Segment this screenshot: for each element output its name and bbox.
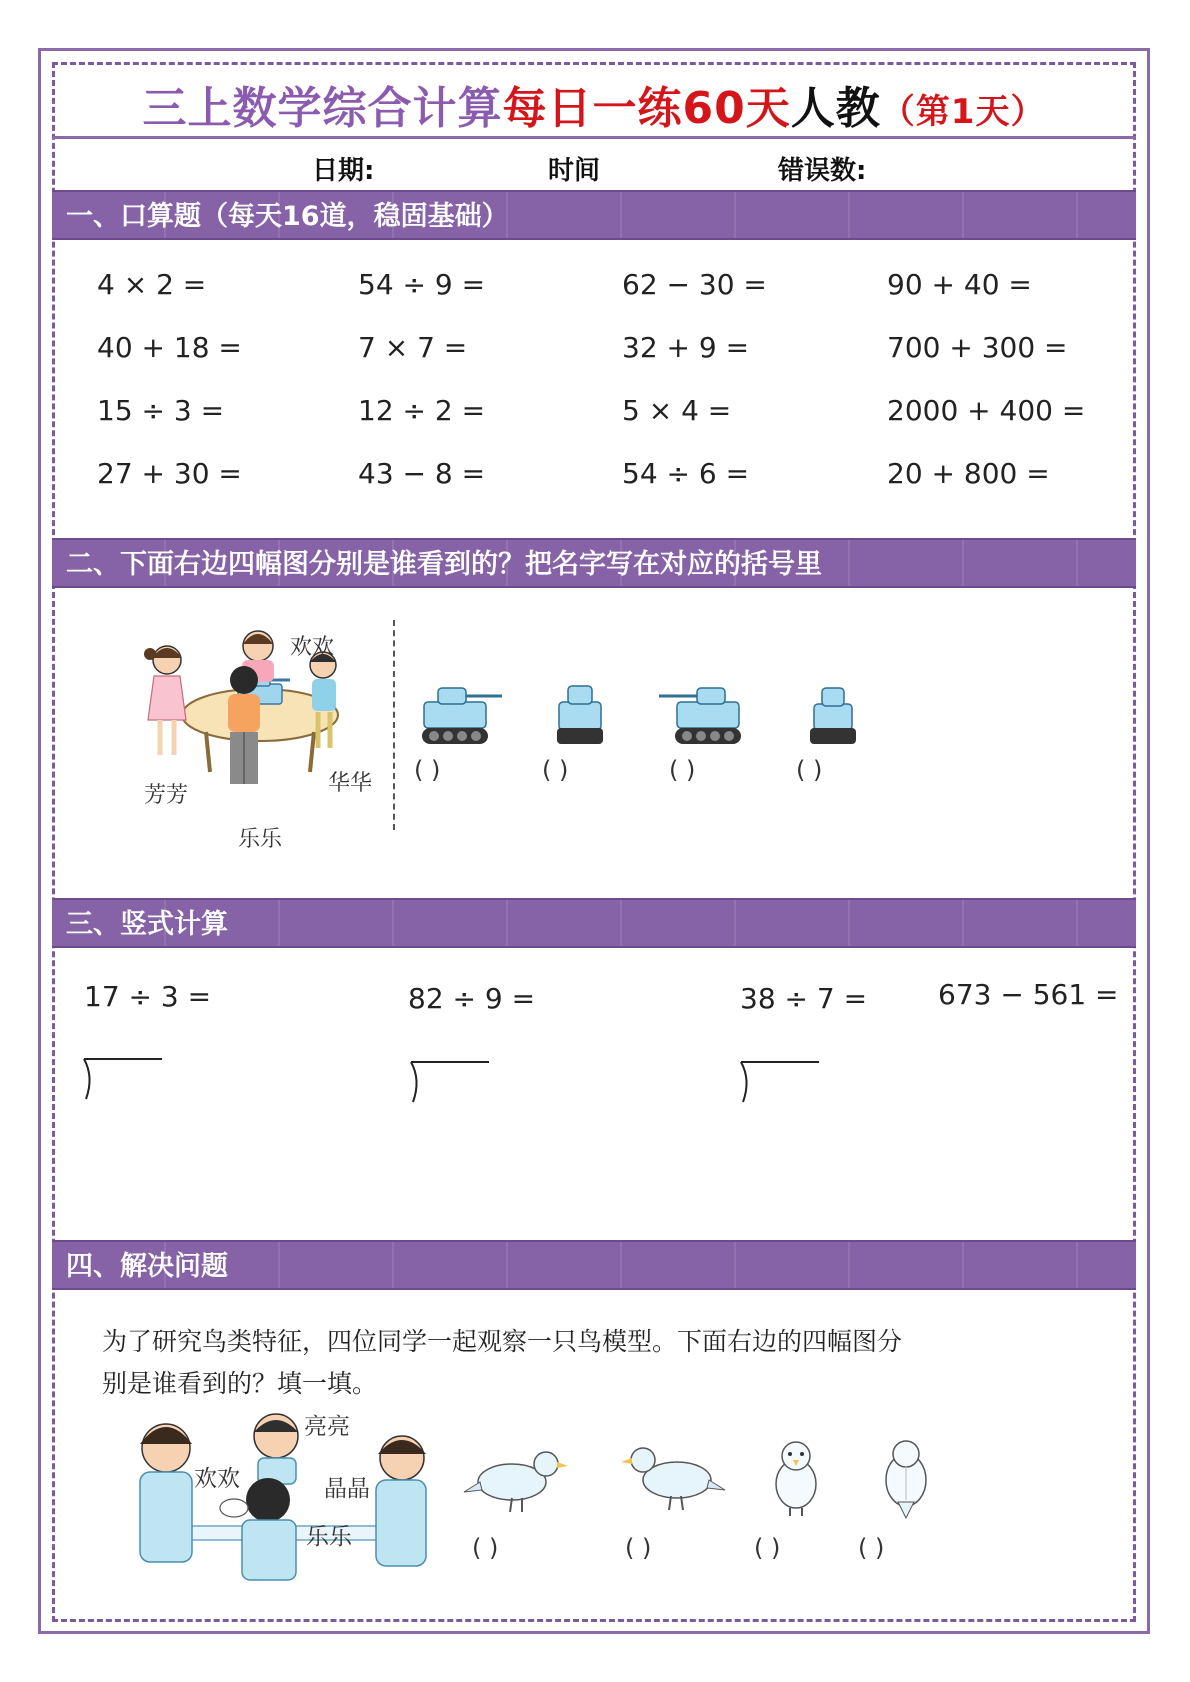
section2-heading: 二、下面右边四幅图分别是谁看到的？把名字写在对应的括号里 [52,538,1136,588]
time-label: 时间 [548,156,601,186]
page-title [52,72,1136,136]
oral-problem: 2000 + 400 = [887,394,1086,427]
problem-text-line-2: 别是谁看到的？填一填。 [102,1369,378,1398]
answer-blank[interactable]: ( ) [858,1534,885,1562]
name-huanhuan: 欢欢 [290,635,335,660]
vertical-problem: 673 − 561 = [938,978,1119,1011]
answer-blank[interactable]: ( ) [414,756,441,784]
bird-back-view [876,1436,936,1520]
name-lele: 乐乐 [238,827,283,852]
title-part-1: 三上数学综合计算 [142,83,503,134]
section3-heading: 三、竖式计算 [52,898,1136,948]
oral-problem: 90 + 40 = [887,268,1032,301]
vertical-problem: 17 ÷ 3 = [84,980,212,1013]
tank-back-view [806,680,866,750]
answer-blank[interactable]: ( ) [754,1534,781,1562]
bird-side-view-right [462,1440,572,1520]
scene-divider [393,620,395,830]
answer-blank[interactable]: ( ) [472,1534,499,1562]
oral-problem: 27 + 30 = [97,457,242,490]
bird-front-view [766,1436,826,1520]
oral-problem: 7 × 7 = [358,331,468,364]
section4-heading: 四、解决问题 [52,1240,1136,1290]
answer-blank[interactable]: ( ) [625,1534,652,1562]
oral-problem: 54 ÷ 6 = [622,457,750,490]
name-liangliang: 亮亮 [304,1414,350,1440]
name-lele-2: 乐乐 [306,1524,352,1550]
name-huahua: 华华 [328,771,373,796]
answer-blank[interactable]: ( ) [669,756,696,784]
errors-label: 错误数: [778,156,867,186]
answer-blank[interactable]: ( ) [796,756,823,784]
bird-side-view-left [617,1436,727,1516]
name-jingjing: 晶晶 [324,1476,370,1502]
long-division-bracket [80,1055,170,1105]
name-fangfang: 芳芳 [144,783,189,808]
oral-problem: 4 × 2 = [97,268,207,301]
long-division-bracket [737,1058,827,1108]
title-part-4: （第1天） [880,92,1046,132]
oral-problem: 32 + 9 = [622,331,750,364]
oral-problem: 15 ÷ 3 = [97,394,225,427]
section1-heading: 一、口算题（每天16道，稳固基础） [52,190,1136,240]
tank-side-view-left [655,680,745,750]
answer-blank[interactable]: ( ) [542,756,569,784]
oral-problem: 700 + 300 = [887,331,1068,364]
title-part-3: 人教 [790,83,881,134]
oral-problem: 62 − 30 = [622,268,767,301]
bird-observation-illustration [118,1408,448,1588]
tank-front-view [553,680,613,750]
vertical-problem: 82 ÷ 9 = [408,982,536,1015]
title-part-2: 每日一练60天 [502,83,791,134]
oral-problem: 5 × 4 = [622,394,732,427]
oral-problem: 12 ÷ 2 = [358,394,486,427]
vertical-problem: 38 ÷ 7 = [740,982,868,1015]
problem-text-line-1: 为了研究鸟类特征，四位同学一起观察一只鸟模型。下面右边的四幅图分 [102,1327,903,1356]
oral-problem: 20 + 800 = [887,457,1050,490]
date-label: 日期: [312,156,375,186]
oral-problem: 54 ÷ 9 = [358,268,486,301]
name-huanhuan-2: 欢欢 [194,1466,240,1492]
oral-problem: 43 − 8 = [358,457,486,490]
long-division-bracket [407,1058,497,1108]
oral-problem: 40 + 18 = [97,331,242,364]
title-divider [52,136,1136,139]
table-scene-illustration [130,620,390,850]
tank-side-view-right [420,680,510,750]
